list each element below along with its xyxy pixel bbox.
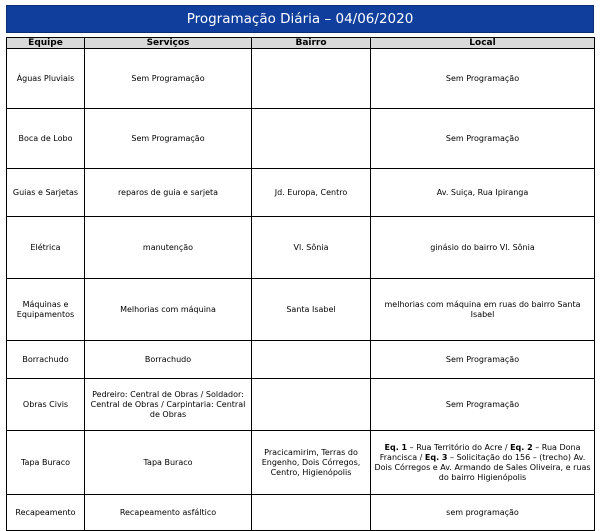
- cell-servicos: Sem Programação: [85, 49, 252, 109]
- cell-local: Av. Suiça, Rua Ipiranga: [371, 169, 595, 217]
- cell-local: melhorias com máquina em ruas do bairro Santa Isabel: [371, 279, 595, 341]
- cell-equipe: Boca de Lobo: [7, 109, 85, 169]
- cell-local: Sem Programação: [371, 49, 595, 109]
- page-title: Programação Diária – 04/06/2020: [6, 5, 594, 33]
- column-header-bairro: Bairro: [252, 38, 371, 49]
- cell-servicos: Borrachudo: [85, 341, 252, 379]
- cell-equipe: Elétrica: [7, 217, 85, 279]
- schedule-table: [6, 37, 595, 531]
- team-label: Eq. 2: [510, 442, 533, 452]
- cell-bairro: Jd. Europa, Centro: [252, 169, 371, 217]
- cell-bairro: Pracicamirim, Terras do Engenho, Dois Córregos, Centro, Higienópolis: [252, 431, 371, 495]
- cell-bairro: [252, 495, 371, 531]
- cell-local: Sem Programação: [371, 379, 595, 431]
- table-row: [7, 341, 595, 379]
- cell-local: ginásio do bairro Vl. Sônia: [371, 217, 595, 279]
- table-row: [7, 49, 595, 109]
- table-row: [7, 217, 595, 279]
- team-label: Eq. 3: [424, 452, 448, 462]
- local-text: – Rua Dona Francisca /: [379, 442, 581, 462]
- column-header-local: Local: [371, 38, 595, 49]
- local-text: – Rua Território do Acre /: [407, 442, 511, 452]
- cell-equipe: Recapeamento: [7, 495, 85, 531]
- cell-servicos: reparos de guia e sarjeta: [85, 169, 252, 217]
- cell-servicos: Recapeamento asfáltico: [85, 495, 252, 531]
- cell-local: sem programação: [371, 495, 595, 531]
- local-text: – Solicitação do 156 – (trecho) Av. Dois Córregos e Av. Armando de Sales Oliveira, e ruas do bairro Higienópolis: [374, 452, 591, 482]
- cell-servicos: manutenção: [85, 217, 252, 279]
- team-label: Eq. 1: [384, 442, 408, 452]
- cell-equipe: Águas Pluviais: [7, 49, 85, 109]
- cell-servicos: Tapa Buraco: [85, 431, 252, 495]
- header-row: [7, 38, 595, 49]
- cell-bairro: Vl. Sônia: [252, 217, 371, 279]
- cell-equipe: Borrachudo: [7, 341, 85, 379]
- cell-bairro: [252, 379, 371, 431]
- table-row: [7, 495, 595, 531]
- table-row: [7, 379, 595, 431]
- table-row: [7, 169, 595, 217]
- cell-local: [371, 431, 595, 495]
- cell-equipe: Tapa Buraco: [7, 431, 85, 495]
- cell-equipe: Obras Civis: [7, 379, 85, 431]
- cell-bairro: Santa Isabel: [252, 279, 371, 341]
- cell-equipe: Guias e Sarjetas: [7, 169, 85, 217]
- cell-bairro: [252, 341, 371, 379]
- table-row: [7, 431, 595, 495]
- cell-bairro: [252, 49, 371, 109]
- table-row: [7, 109, 595, 169]
- cell-servicos: Melhorias com máquina: [85, 279, 252, 341]
- cell-local: Sem Programação: [371, 341, 595, 379]
- cell-servicos: Pedreiro: Central de Obras / Soldador: Central de Obras / Carpintaria: Central de Obras: [85, 379, 252, 431]
- table-row: [7, 279, 595, 341]
- schedule-sheet: [6, 5, 594, 531]
- cell-equipe: Máquinas e Equipamentos: [7, 279, 85, 341]
- cell-local: Sem Programação: [371, 109, 595, 169]
- cell-bairro: [252, 109, 371, 169]
- cell-servicos: Sem Programação: [85, 109, 252, 169]
- column-header-servicos: Serviços: [85, 38, 252, 49]
- column-header-equipe: Equipe: [7, 38, 85, 49]
